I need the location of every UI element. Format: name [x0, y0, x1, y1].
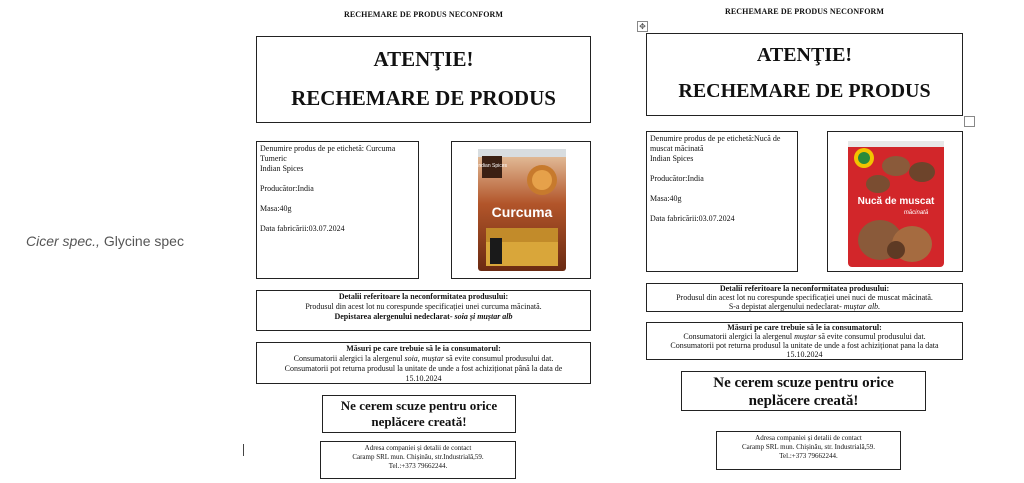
- right-product-name-cont: muscat măcinată: [650, 144, 704, 153]
- left-product-name: Denumire produs de pe etichetă: Curcuma: [260, 144, 396, 153]
- left-details-box: [256, 290, 591, 331]
- left-apology-line2: neplăcere creată!: [371, 414, 467, 429]
- left-phone: Tel.:+373 79662244.: [388, 462, 448, 470]
- left-title-attention: ATENŢIE!: [373, 47, 474, 71]
- left-production-date: Data fabricării:03.07.2024: [260, 224, 345, 233]
- right-product-package-image: [828, 132, 962, 271]
- left-measures-line1b: să evite consumul produsului dat.: [444, 354, 554, 363]
- left-details-title: Detalii referitoare la neconformitatea produsului:: [338, 292, 509, 301]
- left-product-image-box: [451, 141, 591, 279]
- left-address-line: Caramp SRL mun. Chișinău, str.Industrială,59.: [352, 453, 484, 461]
- table-resize-handle[interactable]: [964, 116, 975, 127]
- left-details-allergen: soia și muștar alb: [454, 312, 513, 321]
- left-mass: Masa:40g: [260, 204, 292, 213]
- right-measures-box: [646, 322, 963, 360]
- left-measures-date: 15.10.2024: [405, 374, 442, 383]
- right-details-allergen: muștar alb.: [843, 302, 881, 311]
- left-pkg-brand: Indian Spices: [476, 163, 508, 169]
- right-measures-line1b: să evite consumul produsului dat.: [816, 332, 926, 341]
- left-doc-header: RECHEMARE DE PRODUS NECONFORM: [343, 10, 504, 19]
- right-address-box: [716, 431, 901, 470]
- right-pkg-sub: măcinată: [903, 210, 929, 216]
- text-cursor: [243, 444, 244, 456]
- right-product-image-box: [827, 131, 963, 272]
- left-measures-box: [256, 342, 591, 384]
- left-details-line2: Depistarea alergenului nedeclarat-: [334, 312, 455, 321]
- right-producer: Producător:India: [650, 174, 704, 183]
- left-producer: Producător:India: [260, 184, 314, 193]
- right-measures-date: 15.10.2024: [786, 350, 823, 359]
- right-phone: Tel.:+373 79662244.: [779, 452, 838, 460]
- right-details-line2: S-a depistat alergenului nedeclarat-: [728, 302, 844, 311]
- left-details-line1: Produsul din acest lot nu corespunde specificației unei curcuma măcinată.: [305, 302, 542, 311]
- left-measures-line2: Consumatorii pot returna produsul la unitate de unde a fost achiziționat până la data de: [284, 364, 563, 373]
- left-apology-box: [322, 395, 516, 433]
- right-title-attention: ATENŢIE!: [756, 44, 853, 66]
- right-production-date: Data fabricării:03.07.2024: [650, 214, 735, 223]
- right-product-brand: Indian Spices: [650, 154, 694, 163]
- left-product-info-box: [256, 141, 419, 279]
- side-caption-italic: Cicer spec.,: [26, 233, 104, 249]
- left-measures-allergen: soia, muștar: [404, 354, 445, 363]
- right-address-title: Adresa companiei și detalii de contact: [755, 434, 862, 442]
- left-title-box: [256, 36, 591, 123]
- right-title-recall: RECHEMARE DE PRODUS: [678, 80, 931, 102]
- side-caption-rest: Glycine spec: [103, 233, 184, 249]
- right-apology-box: [681, 371, 926, 411]
- left-title-recall: RECHEMARE DE PRODUS: [291, 86, 556, 110]
- right-doc-header: RECHEMARE DE PRODUS NECONFORM: [724, 7, 885, 16]
- right-mass: Masa:40g: [650, 194, 682, 203]
- left-measures-title: Măsuri pe care trebuie să le ia consumatorul:: [346, 344, 501, 353]
- left-address-box: [320, 441, 516, 479]
- left-product-brand: Indian Spices: [260, 164, 304, 173]
- right-measures-line2: Consumatorii pot returna produsul la unitate de unde a fost achiziționat pana la data: [670, 341, 939, 350]
- right-pkg-name: Nucă de muscat: [857, 196, 935, 207]
- left-pkg-name: Curcuma: [491, 204, 553, 220]
- right-details-line1: Produsul din acest lot nu corespunde specificației unei nuci de muscat măcinată.: [676, 293, 933, 302]
- right-product-info-box: [646, 131, 798, 272]
- right-details-title: Detalii referitoare la neconformitatea produsului:: [719, 284, 890, 293]
- left-measures-line1a: Consumatorii alergici la alergenul: [293, 354, 405, 363]
- right-measures-allergen: muștar: [794, 332, 817, 341]
- side-caption: [26, 233, 184, 249]
- left-product-name-cont: Tumeric: [260, 154, 287, 163]
- right-measures-line1a: Consumatorii alergici la alergenul: [683, 332, 795, 341]
- right-apology-line1: Ne cerem scuze pentru orice: [713, 375, 894, 391]
- left-apology-line1: Ne cerem scuze pentru orice: [340, 398, 498, 413]
- right-apology-line2: neplăcere creată!: [748, 393, 859, 409]
- right-measures-title: Măsuri pe care trebuie să le ia consumatorul:: [727, 323, 882, 332]
- left-address-title: Adresa companiei și detalii de contact: [364, 444, 472, 452]
- right-title-box: [646, 33, 963, 116]
- right-details-box: [646, 283, 963, 312]
- right-product-name: Denumire produs de pe etichetă:Nucă de: [650, 134, 781, 143]
- right-address-line: Caramp SRL mun. Chișinău, str. Industrială,59.: [741, 443, 876, 451]
- left-product-package-image: [452, 142, 590, 278]
- table-move-handle-icon[interactable]: ✥: [637, 21, 648, 32]
